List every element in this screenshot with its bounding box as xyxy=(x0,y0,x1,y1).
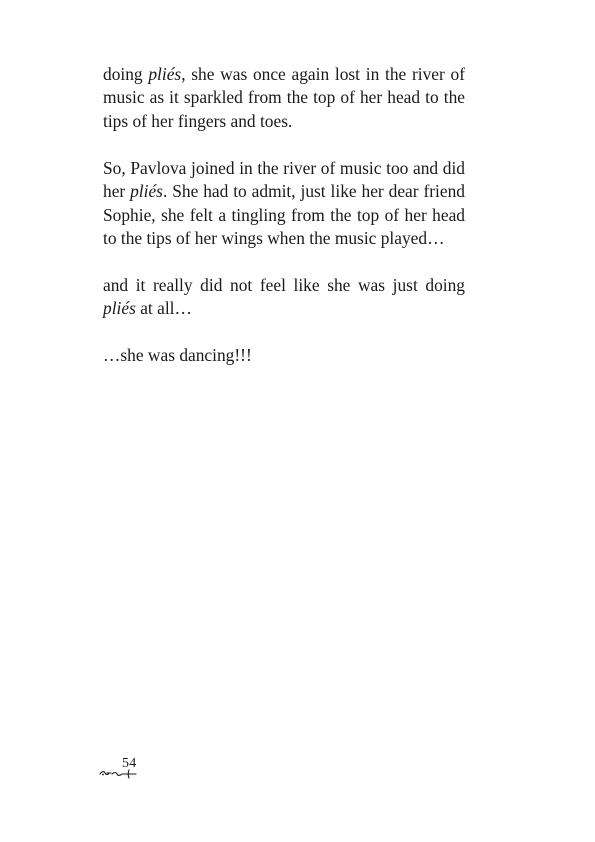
paragraph-1 xyxy=(103,63,465,133)
text-run: …she was dancing!!! xyxy=(103,345,252,366)
italic-term: pliés xyxy=(148,64,182,84)
text-run: doing xyxy=(103,64,149,84)
italic-term: pliés xyxy=(103,298,136,319)
page-number: 54 xyxy=(122,756,137,771)
text-run: at all… xyxy=(135,298,192,319)
page-folio xyxy=(98,757,148,781)
text-run: So, Pavlova joined in the river of music too and did her xyxy=(103,157,465,202)
paragraph-2 xyxy=(103,157,465,251)
text-run: and it really did not feel like she was just doing xyxy=(103,275,465,296)
paragraph-4 xyxy=(103,344,465,367)
text-run: , she was once again lost in the river of music as it sparkled from the top of her head to the tips of her fingers and toes. xyxy=(103,64,465,131)
paragraph-3 xyxy=(103,274,465,321)
text-run: . She had to admit, just like her dear friend Sophie, she felt a tingling from the top of her head to the tips of her wings when the music played… xyxy=(103,181,465,249)
italic-term: pliés xyxy=(130,181,163,202)
body-text xyxy=(103,63,465,391)
